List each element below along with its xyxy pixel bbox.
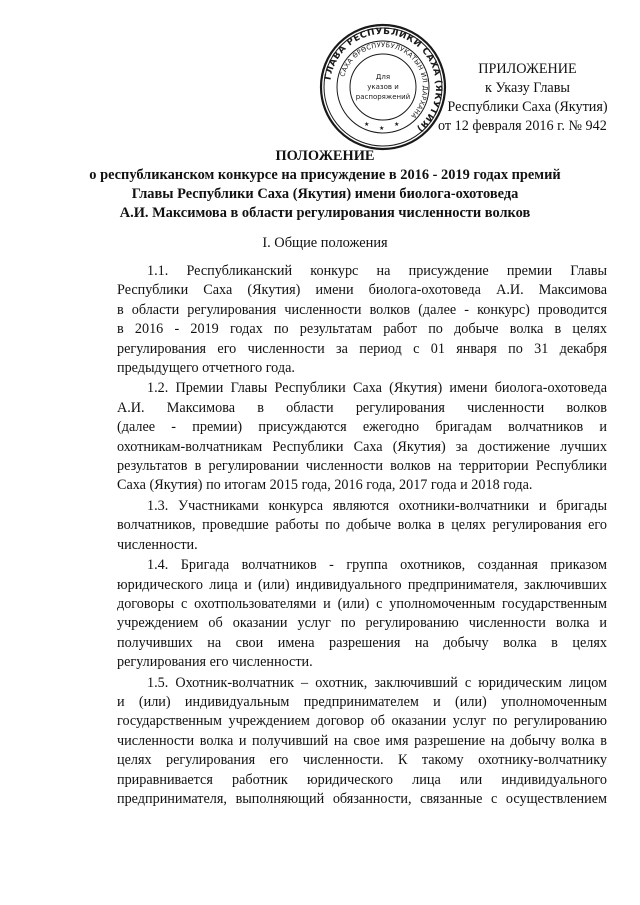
paragraph-1-1 [117,262,607,378]
document-title [60,147,590,223]
appendix-header [420,60,635,136]
paragraph-line: 1.1. Республиканский конкурс на присуждение премии Главы [147,263,607,279]
section-heading: I. Общие положения [262,235,388,251]
paragraph-line: получивших на свои имена разрешения на добычу волка в целях [117,634,607,651]
paragraph-line: в 2016 - 2019 годах по результатам работ по добыче волка в целях [117,321,607,338]
paragraph-line: результатов в регулировании численности волков на территории Республики [117,458,607,475]
paragraph-line: охотникам-волчатникам Республики Саха (Якутия) за достижение лучших [117,438,607,455]
paragraph-line: предыдущего отчетного года. [117,360,295,377]
paragraph-line: 1.2. Премии Главы Республики Саха (Якутия) имени биолога-охотоведа [147,380,607,397]
paragraph-line: численности. [117,536,198,553]
paragraph-line: в области регулирования численности волков (далее - конкурс) проводится [117,301,607,318]
paragraph-line: учреждением об оказании услуг по регулированию численности волка и [117,615,607,632]
paragraph-line: регулирования его численности за период с 01 января по 31 декабря [117,340,607,357]
stamp-outer-text: ГЛАВА РЕСПУБЛИКИ САХА (ЯКУТИЯ) [323,26,444,134]
title-line-3: Главы Республики Саха (Якутия) имени биолога-охотоведа [131,186,519,202]
stamp-inner-text: САХА ӨРӨСПУУБУЛУКАТЫН ИЛ ДАРХАНА [338,40,430,121]
appendix-label: ПРИЛОЖЕНИЕ [478,61,577,77]
svg-text:★: ★ [394,121,400,128]
paragraph-line: договоры с охотпользователями и (или) с уполномоченным государственным [117,595,607,612]
paragraph-line: Республики Саха (Якутия) имени биолога-охотоведа А.И. Максимова [117,282,607,299]
paragraph-1-3 [117,497,607,555]
paragraph-line: 1.4. Бригада волчатников - группа охотников, созданная приказом [147,557,607,574]
paragraph-line: численности волка и получивший на свое имя разрешение на добычу волка в [117,732,607,749]
paragraph-1-4 [117,556,607,672]
document-body [117,262,607,810]
title-line-1: ПОЛОЖЕНИЕ [275,148,375,164]
paragraph-line: целях регулирования его численности. К такому охотнику-волчатнику [117,752,607,769]
paragraph-line: (далее - премии) присуждаются ежегодно бригадам волчатников и [117,419,607,436]
stamp-center-line-2: указов и [367,83,399,91]
stamp-stars [364,121,399,132]
appendix-date: от 12 февраля 2016 г. № 942 [438,118,607,134]
svg-text:★: ★ [364,121,370,128]
paragraph-line: 1.5. Охотник-волчатник – охотник, заключивший с юридическим лицом [147,674,607,691]
paragraph-line: государственным учреждением договор об оказании услуг по регулированию [117,713,607,730]
appendix-republic: Республики Саха (Якутия) [447,99,608,115]
paragraph-1-2 [117,379,607,495]
paragraph-line: юридического лица и (или) индивидуального предпринимателя, заключивших [117,576,607,593]
svg-text:★: ★ [379,125,385,132]
appendix-decree: к Указу Главы [485,80,570,96]
paragraph-line: предпринимателя, выполняющий обязанности, связанные с осуществлением [117,790,607,807]
stamp-center-line-3: распоряжений [355,93,411,101]
title-line-2: о республиканском конкурсе на присуждение в 2016 - 2019 годах премий [89,167,561,183]
paragraph-line: 1.3. Участниками конкурса являются охотники-волчатники и бригады [147,497,607,514]
paragraph-line: регулирования его численности. [117,654,313,671]
paragraph-line: Саха (Якутия) по итогам 2015 года, 2016 года, 2017 года и 2018 года. [117,477,533,494]
paragraph-line: и (или) индивидуальным предпринимателем и (или) уполномоченным [117,693,607,710]
paragraph-line: А.И. Максимова в области регулирования численности волков [117,399,607,416]
title-line-4: А.И. Максимова в области регулирования численности волков [119,205,531,221]
paragraph-line: приравнивается работник юридического лица или индивидуального [117,771,607,788]
stamp-center-line-1: Для [375,73,391,81]
paragraph-1-5 [117,674,607,810]
paragraph-line: волчатников, проведшие работы по добыче волка в целях регулирования его [117,517,607,534]
